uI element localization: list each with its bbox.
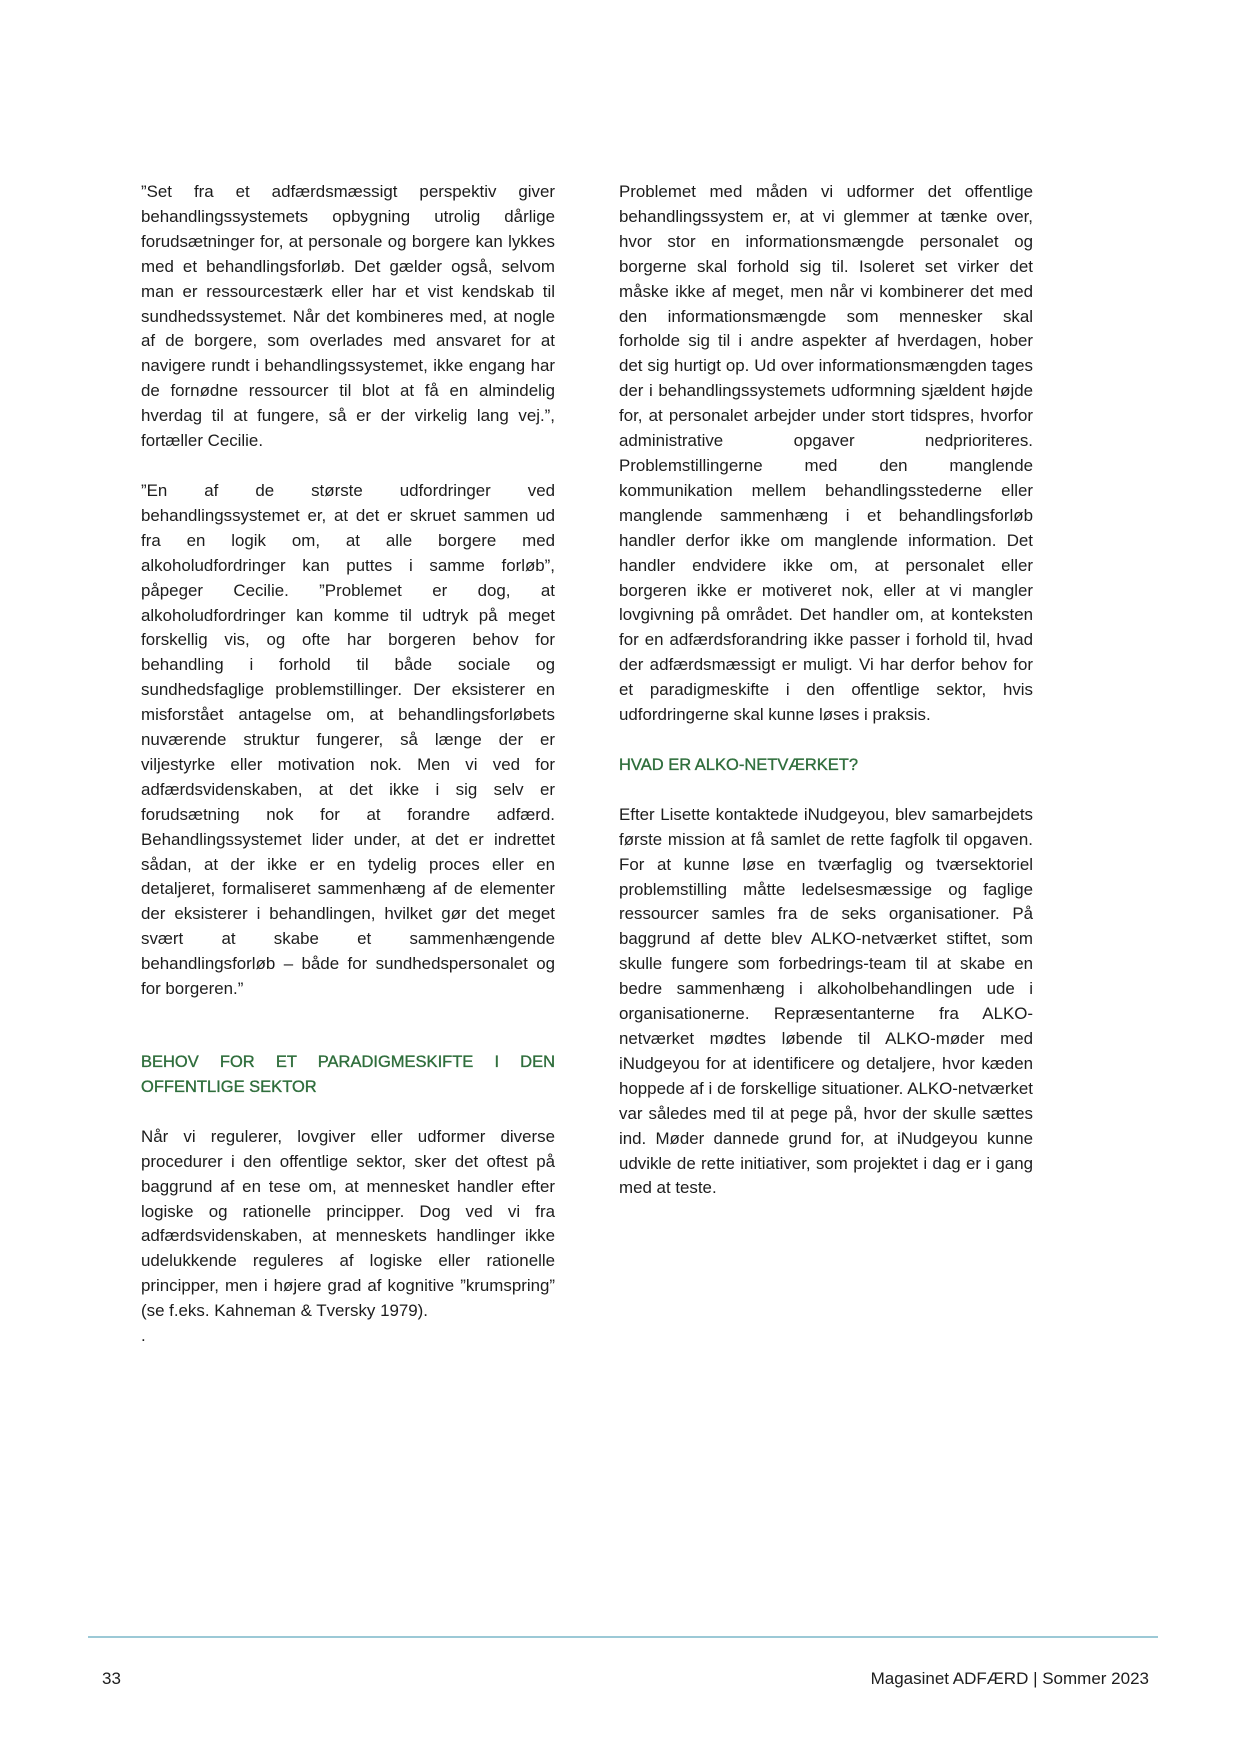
right-column <box>619 180 1033 1226</box>
right-paragraph-2: Efter Lisette kontaktede iNudgeyou, blev samarbejdets første mission at få samlet de rette fagfolk til opgaven. For at kunne løse en tværfaglig og tværsektoriel problemstilling måtte ledelsesmæssige og faglige ressourcer samles fra de seks organisationer. På baggrund af dette blev ALKO-netværket stiftet, som skulle fungere som forbedrings-team til at skabe en bedre sammenhæng i alkoholbehandlingen ude i organisationerne. Repræsentanterne fra ALKO-netværket mødtes løbende til ALKO-møder med iNudgeyou for at identificere og detaljere, hvor kæden hoppede af i de forskellige situationer. ALKO-netværket var således med til at pege på, hvor der skulle sættes ind. Møder dannede grund for, at iNudgeyou kunne udvikle de rette initiativer, som projektet i dag er i gang med at teste. <box>619 804 1033 1198</box>
left-column <box>141 180 555 1374</box>
left-paragraph-3: Når vi regulerer, lovgiver eller udformer diverse procedurer i den offentlige sektor, sker det oftest på baggrund af en tese om, at mennesket handler efter logiske og rationelle principper. Dog ved vi fra adfærdsvidenskaben, at menneskets handlinger ikke udelukkende reguleres af logiske eller rationelle principper, men i højere grad af kognitive ”krumspring” (se f.eks. Kahneman & Tversky 1979). <box>141 1126 555 1321</box>
section-heading-alko-network: HVAD ER ALKO-NETVÆRKET? <box>619 755 859 774</box>
right-paragraph-1: Problemet med måden vi udformer det offentlige behandlingssystem er, at vi glemmer at tænke over, hvor stor en informationsmængde personalet og borgerne skal forhold sig til. Isoleret set virker det måske ikke af meget, men når vi kombinerer det med den informationsmængde som mennesker skal forholde sig til i andre aspekter af hverdagen, hober det sig hurtigt op. Ud over informationsmængden tages der i behandlingssystemets udformning sjældent højde for, at personalet arbejder under stort tidspres, hvorfor administrative opgaver nedprioriteres. Problemstillingerne med den manglende kommunikation mellem behandlingsstederne eller manglende sammenhæng i et behandlingsforløb handler derfor ikke om manglende information. Det handler endvidere ikke om, at personalet eller borgeren ikke er motiveret nok, eller at vi mangler lovgivning på området. Det handler om, at konteksten for en adfærdsforandring ikke passer i forhold til, hvad der adfærdsmæssigt er muligt. Vi har derfor behov for et paradigmeskifte i den offentlige sektor, hvis udfordringerne skal kunne løses i praksis. <box>619 182 1033 725</box>
page-number: 33 <box>102 1669 121 1688</box>
section-heading-paradigm: BEHOV FOR ET PARADIGMESKIFTE I DEN OFFENTLIGE SEKTOR <box>141 1053 555 1096</box>
footer-divider <box>88 1636 1158 1638</box>
left-paragraph-3-trailing-dot: . <box>141 1326 146 1346</box>
left-paragraph-1: ”Set fra et adfærdsmæssigt perspektiv giver behandlingssystemets opbygning utrolig dårlige forudsætninger for, at personale og borgere kan lykkes med et behandlingsforløb. Det gælder også, selvom man er ressourcestærk eller har et vist kendskab til sundhedssystemet. Når det kombineres med, at nogle af de borgere, som overlades med ansvaret for at navigere rundt i behandlingssystemet, ikke engang har de fornødne ressourcer til blot at få en almindelig hverdag til at fungere, så er der virkelig lang vej.”, fortæller Cecilie. <box>141 182 555 451</box>
left-paragraph-2: ”En af de største udfordringer ved behandlingssystemet er, at det er skruet sammen ud fra en logik om, at alle borgere med alkoholudfordringer kan puttes i samme forløb”, påpeger Cecilie. ”Problemet er dog, at alkoholudfordringer kan komme til udtryk på meget forskellig vis, og ofte har borgeren behov for behandling i forhold til både sociale og sundhedsfaglige problemstillinger. Der eksisterer en misforstået antagelse om, at behandlingsforløbets nuværende struktur fungerer, så længe der er viljestyrke eller motivation nok. Men vi ved for adfærdsvidenskaben, at det ikke i sig selv er forudsætning nok for at forandre adfærd. Behandlingssystemet lider under, at det er indrettet sådan, at der ikke er en tydelig proces eller en detaljeret, formaliseret sammenhæng af de elementer der eksisterer i behandlingen, hvilket gør det meget svært at skabe et sammenhængende behandlingsforløb – både for sundhedspersonalet og for borgeren.” <box>141 480 555 999</box>
magazine-issue-label: Magasinet ADFÆRD | Sommer 2023 <box>870 1669 1149 1688</box>
